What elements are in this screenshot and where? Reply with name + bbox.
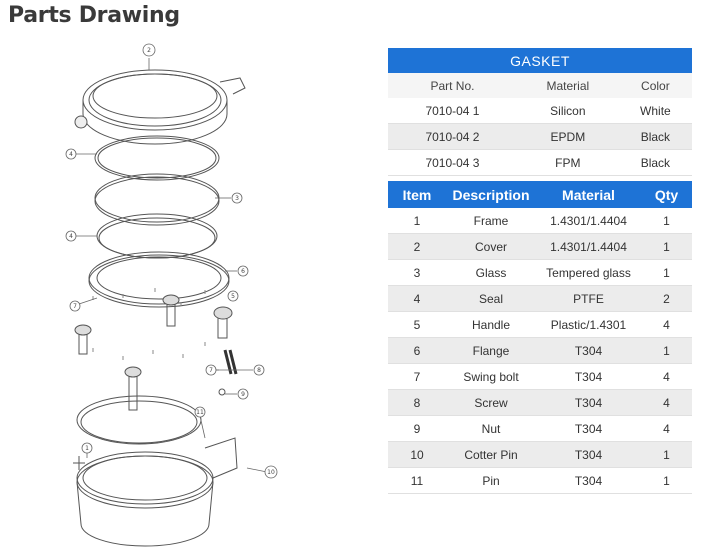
col-header: Qty	[641, 181, 692, 208]
callout-12	[82, 443, 92, 453]
table-cell: 7010-04 2	[388, 124, 517, 150]
table-cell: 1.4301/1.4404	[536, 208, 641, 234]
table-cell: 1.4301/1.4404	[536, 234, 641, 260]
table-cell: Pin	[446, 468, 536, 494]
col-header: Material	[536, 181, 641, 208]
table-cell: FPM	[517, 150, 619, 176]
table-row	[388, 468, 692, 494]
table-cell: 4	[388, 286, 446, 312]
svg-text:7: 7	[209, 367, 213, 374]
table-row	[388, 208, 692, 234]
table-row	[388, 364, 692, 390]
callout-3	[232, 193, 242, 203]
table-cell: 9	[388, 416, 446, 442]
table-cell: T304	[536, 442, 641, 468]
callout-2	[66, 149, 76, 159]
table-cell: Flange	[446, 338, 536, 364]
table-cell: Black	[619, 124, 692, 150]
col-header: Description	[446, 181, 536, 208]
table-row	[388, 124, 692, 150]
frame	[73, 438, 237, 546]
table-cell: 1	[641, 260, 692, 286]
table-row	[388, 98, 692, 124]
table-row	[388, 260, 692, 286]
table-row	[388, 234, 692, 260]
table-cell: White	[619, 98, 692, 124]
table-cell: 3	[388, 260, 446, 286]
table-cell: 7010-04 3	[388, 150, 517, 176]
table-cell: 8	[388, 390, 446, 416]
svg-text:8: 8	[257, 367, 261, 374]
table-cell: Seal	[446, 286, 536, 312]
table-cell: Silicon	[517, 98, 619, 124]
col-header: Item	[388, 181, 446, 208]
table-cell: Frame	[446, 208, 536, 234]
svg-text:10: 10	[267, 469, 275, 476]
callout-10	[238, 389, 248, 399]
parts-table	[388, 181, 692, 494]
table-cell: 7	[388, 364, 446, 390]
table-cell: 4	[641, 364, 692, 390]
table-cell: Nut	[446, 416, 536, 442]
parts-exploded-drawing	[55, 38, 290, 548]
table-cell: Tempered glass	[536, 260, 641, 286]
page-title: Parts Drawing	[8, 3, 180, 28]
callout-1	[143, 44, 155, 56]
table-cell: T304	[536, 338, 641, 364]
table-cell: 5	[388, 312, 446, 338]
cover-ring	[75, 70, 245, 144]
svg-text:3: 3	[235, 195, 239, 202]
svg-text:1: 1	[85, 445, 89, 452]
table-cell: 11	[388, 468, 446, 494]
lower-seal	[77, 367, 201, 444]
svg-text:11: 11	[196, 409, 204, 416]
table-cell: Glass	[446, 260, 536, 286]
table-cell: Cotter Pin	[446, 442, 536, 468]
table-cell: Handle	[446, 312, 536, 338]
table-row	[388, 338, 692, 364]
svg-text:5: 5	[231, 293, 235, 300]
table-cell: T304	[536, 416, 641, 442]
table-row	[388, 312, 692, 338]
flange	[89, 252, 229, 307]
table-cell: 2	[641, 286, 692, 312]
table-cell: 1	[641, 234, 692, 260]
svg-text:4: 4	[69, 233, 73, 240]
table-cell: EPDM	[517, 124, 619, 150]
table-cell: 1	[641, 208, 692, 234]
table-cell: 1	[388, 208, 446, 234]
callout-6	[70, 301, 80, 311]
table-cell: T304	[536, 390, 641, 416]
table-row	[388, 416, 692, 442]
svg-text:9: 9	[241, 391, 245, 398]
callout-7	[228, 291, 238, 301]
table-cell: 1	[641, 468, 692, 494]
table-cell: 7010-04 1	[388, 98, 517, 124]
table-cell: Screw	[446, 390, 536, 416]
table-cell: 4	[641, 390, 692, 416]
callout-4	[66, 231, 76, 241]
callout-9	[254, 365, 264, 375]
table-row	[388, 150, 692, 176]
table-cell: 2	[388, 234, 446, 260]
col-header: Color	[619, 73, 692, 98]
col-header: Part No.	[388, 73, 517, 98]
callout-11	[195, 407, 205, 417]
table-cell: 6	[388, 338, 446, 364]
glass	[95, 174, 219, 222]
table-cell: 4	[641, 416, 692, 442]
table-cell: 4	[641, 312, 692, 338]
svg-text:6: 6	[241, 268, 245, 275]
callout-13	[265, 466, 277, 478]
table-row	[388, 442, 692, 468]
table-cell: Plastic/1.4301	[536, 312, 641, 338]
table-cell: Black	[619, 150, 692, 176]
col-header: Material	[517, 73, 619, 98]
svg-text:2: 2	[147, 47, 151, 54]
gasket-table	[388, 48, 692, 176]
table-cell: Swing bolt	[446, 364, 536, 390]
gasket-caption: GASKET	[388, 48, 692, 73]
callout-5	[238, 266, 248, 276]
table-cell: PTFE	[536, 286, 641, 312]
svg-text:7: 7	[73, 303, 77, 310]
svg-text:4: 4	[69, 151, 73, 158]
seal-top	[95, 136, 219, 180]
table-cell: T304	[536, 468, 641, 494]
table-cell: T304	[536, 364, 641, 390]
table-row	[388, 286, 692, 312]
handles	[75, 295, 236, 395]
table-row	[388, 390, 692, 416]
callout-8	[206, 365, 216, 375]
table-cell: 1	[641, 442, 692, 468]
table-cell: Cover	[446, 234, 536, 260]
table-cell: 10	[388, 442, 446, 468]
table-cell: 1	[641, 338, 692, 364]
